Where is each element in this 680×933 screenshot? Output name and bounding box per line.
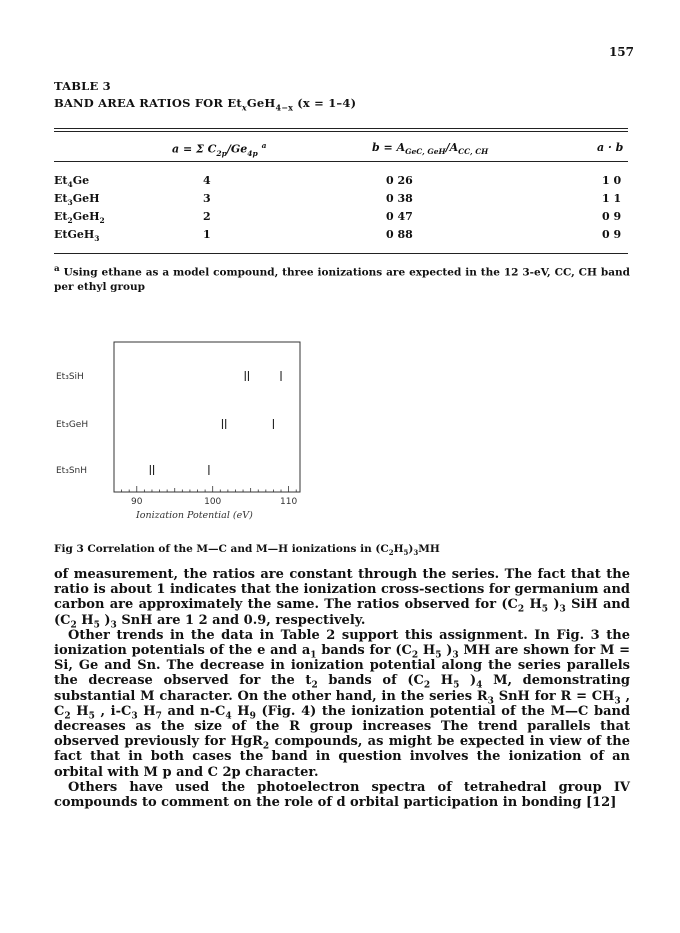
compound-cell: $Et_4Ge$ bbox=[54, 174, 90, 190]
x-axis-ticks bbox=[122, 486, 298, 507]
table-footnote: $^a$ Using ethane as a model compound, three ionizations are expected in the 12 3-eV, CC, CH band per ethyl group bbox=[54, 264, 630, 293]
table-label: TABLE 3 bbox=[54, 79, 111, 93]
correlation-chart bbox=[54, 330, 354, 530]
x-tick-label: 90 bbox=[131, 497, 143, 507]
row-label: Et₃SnH bbox=[56, 466, 88, 476]
row-labels bbox=[56, 372, 88, 476]
b-value: 0 38 bbox=[386, 192, 413, 205]
body-paragraph: Other trends in the data in Table 2 support this assignment. In Fig. 3 the ionization potentials of the e and $a_1$ bands for ($C_2$ $H_5$ )$_3$ MH are shown for M = Si, Ge and Sn. The decrease in ionization potential along the series parallels the decrease observed for the $t_2$ bands of ($C_2$ $H_5$ )$_4$ M, demonstrating substantial M character. On the other hand, in the series $R_3$ SnH for $R = CH_3$ , $C_2$ $H_5$ , $i-C_3$ $H_7$ and $n-C_4$ $H_9$ (Fig. 4) the ionization potential of the M—C band decreases as the size of the R group increases The trend parallels that observed previously for HgR$_2$ compounds, as might be expected in view of the fact that in both cases the band in question involves the ionization of an orbital with M p and C 2p character. bbox=[54, 627, 631, 780]
page-number: 157 bbox=[608, 45, 634, 59]
column-header-b: $b = A_{GeC, GeH}/A_{CC, CH}$ bbox=[372, 141, 489, 157]
ab-value: 1 1 bbox=[602, 192, 622, 205]
compound-cell: $Et_2GeH_2$ bbox=[54, 210, 105, 226]
table-row bbox=[54, 192, 628, 208]
x-tick-label: 110 bbox=[280, 497, 298, 507]
table-row bbox=[54, 174, 628, 190]
column-header-ab: a · b bbox=[597, 141, 624, 154]
table-row bbox=[54, 210, 628, 226]
a-value: 2 bbox=[203, 210, 211, 223]
table-title: BAND AREA RATIOS FOR $Et_xGeH_{4-x}$ (x = 1–4) bbox=[54, 96, 357, 113]
figure-caption: Fig 3 Correlation of the M—C and M—H ionizations in $(C_2H_5)_3MH$ bbox=[54, 543, 440, 558]
figure-3 bbox=[54, 330, 354, 530]
body-text bbox=[54, 567, 630, 810]
plot-frame bbox=[114, 342, 300, 492]
compound-cell: $Et_3GeH$ bbox=[54, 192, 100, 208]
row-label: Et₃SiH bbox=[56, 372, 84, 382]
ab-value: 0 9 bbox=[602, 228, 622, 241]
column-header-a: a = Σ $C_{2p}/Ge_{4p}$ $^a$ bbox=[172, 141, 267, 158]
b-value: 0 47 bbox=[386, 210, 413, 223]
a-value: 1 bbox=[203, 228, 211, 241]
row-label: Et₃GeH bbox=[56, 420, 89, 430]
b-value: 0 88 bbox=[386, 228, 413, 241]
x-axis-label: Ionization Potential (eV) bbox=[136, 510, 253, 521]
ab-value: 1 0 bbox=[602, 174, 622, 187]
x-tick-label: 100 bbox=[204, 497, 222, 507]
body-paragraph: Others have used the photoelectron spectra of tetrahedral group IV compounds to comment on the role of d orbital participation in bonding [12] bbox=[54, 779, 630, 811]
body-paragraph: of measurement, the ratios are constant through the series. The fact that the ratio is about 1 indicates that the ionization cross-sections for germanium and carbon are approximately the same. The ratios observed for ($C_2$ $H_5$ )$_3$ SiH and ($C_2$ $H_5$ )$_3$ SnH are 1 2 and 0.9, respectively. bbox=[54, 567, 630, 631]
table-top-rule-2 bbox=[54, 131, 628, 132]
table-header-rule bbox=[54, 161, 628, 162]
table-top-rule bbox=[54, 128, 628, 129]
b-value: 0 26 bbox=[386, 174, 413, 187]
table-caption bbox=[54, 78, 356, 116]
table-row bbox=[54, 228, 628, 244]
compound-cell: EtGeH$_3$ bbox=[54, 228, 100, 244]
a-value: 4 bbox=[203, 174, 211, 187]
ab-value: 0 9 bbox=[602, 210, 622, 223]
table-bottom-rule bbox=[54, 253, 628, 254]
data-marks bbox=[150, 371, 281, 475]
a-value: 3 bbox=[203, 192, 211, 205]
